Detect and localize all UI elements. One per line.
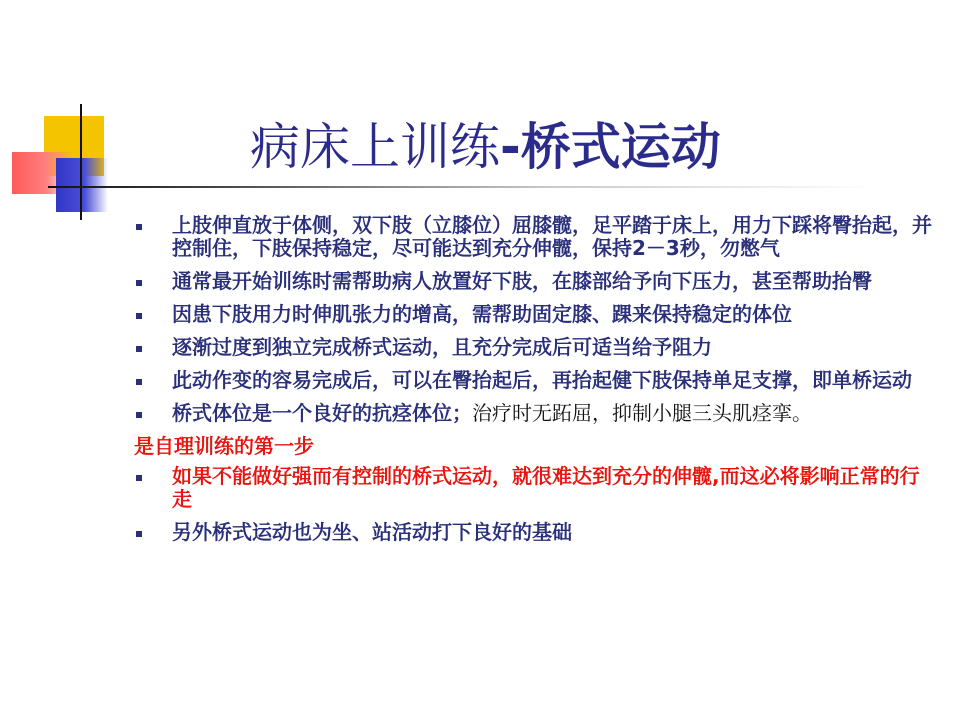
bullet-text: 因患下肢用力时伸肌张力的增高，需帮助固定膝、踝来保持稳定的体位	[172, 302, 792, 326]
bullet-square-icon	[136, 346, 142, 352]
bullet-text: 上肢伸直放于体侧，双下肢（立膝位）屈膝髋，足平踏于床上，用力下踩将臀抬起，并控制住，下肢保持稳定，尽可能达到充分伸髋，保持2－3秒，勿憋气	[172, 213, 932, 260]
bullet-square-icon	[136, 379, 142, 385]
bullet-item	[134, 214, 934, 260]
bullet-item	[134, 336, 934, 359]
bullet-item	[134, 369, 934, 392]
bullet-list	[134, 214, 934, 554]
bullet-item	[134, 270, 934, 293]
bullet-item-red	[134, 465, 934, 511]
decor-blue-square	[56, 158, 108, 212]
bullet-text-plain: 治疗时无跖屈，抑制小腿三头肌痉挛。	[472, 401, 812, 425]
bullet-item	[134, 402, 934, 425]
bullet-text: 逐渐过度到独立完成桥式运动，且充分完成后可适当给予阻力	[172, 335, 712, 359]
bullet-square-icon	[136, 475, 142, 481]
bullet-text: 通常最开始训练时需帮助病人放置好下肢，在膝部给予向下压力，甚至帮助抬臀	[172, 269, 872, 293]
title-emphasis: -桥式运动	[500, 118, 721, 176]
title-underline	[48, 186, 878, 188]
bullet-square-icon	[136, 280, 142, 286]
bullet-square-icon	[136, 313, 142, 319]
bullet-item	[134, 303, 934, 326]
bullet-text: 此动作变的容易完成后，可以在臀抬起后，再抬起健下肢保持单足支撑，即单桥运动	[172, 368, 912, 392]
decor-vertical-line	[80, 104, 82, 220]
bullet-square-icon	[136, 531, 142, 537]
title-main: 病床上训练	[250, 118, 500, 176]
bullet-square-icon	[136, 224, 142, 230]
red-highlight-line: 是自理训练的第一步	[134, 434, 314, 458]
bullet-text: 另外桥式运动也为坐、站活动打下良好的基础	[172, 520, 572, 544]
bullet-item	[134, 521, 934, 544]
bullet-text-bold: 桥式体位是一个良好的抗痉体位；	[172, 401, 472, 425]
bullet-text: 如果不能做好强而有控制的桥式运动，就很难达到充分的伸髋,而这必将影响正常的行走	[172, 464, 920, 511]
slide-title	[250, 112, 721, 182]
bullet-square-icon	[136, 412, 142, 418]
